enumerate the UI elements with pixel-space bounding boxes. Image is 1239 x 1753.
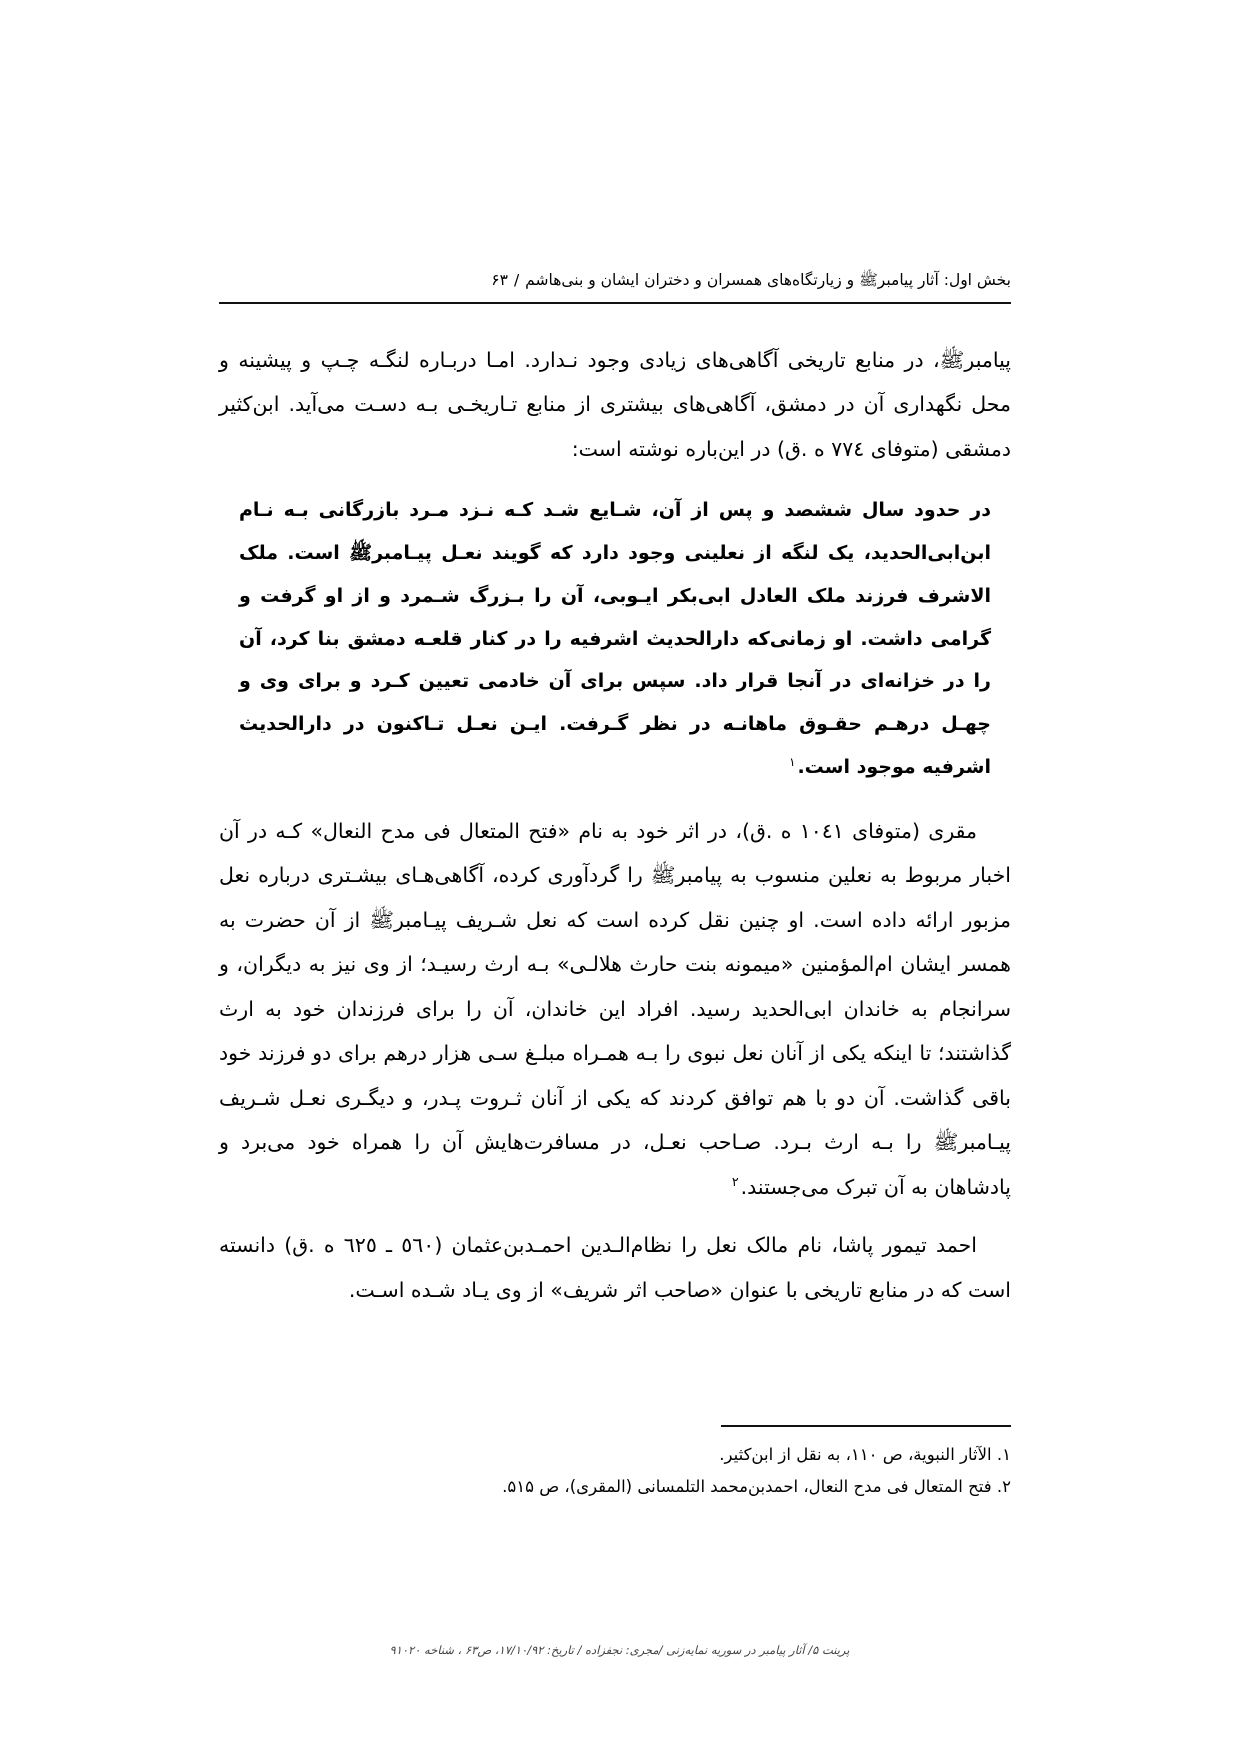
running-head-separator: /: [513, 271, 520, 289]
footnote-list: [219, 1439, 1011, 1503]
footnote-marker-1: ۱: [789, 754, 796, 769]
footnote-marker-2: ۲: [731, 1173, 739, 1189]
footnote-item: ۲. فتح المتعال فی مدح النعال، احمدبن‌محمد التلمسانی (المقری)، ص ۵۱۵.: [502, 1476, 1011, 1496]
header-divider: [219, 302, 1011, 304]
running-head-title: بخش اول: آثار پیامبرﷺ و زیارتگاه‌های همسران و دختران ایشان و بنی‌هاشم: [525, 271, 1011, 289]
paragraph-3: احمد تیمور پاشا، نام مالک نعل را نظام‌الـدین احمـدبن‌عثمان (٥٦٠ ـ ٦٢٥ ه .ق) دانسته است که در منابع تاریخی با عنوان «صاحب اثر شریف» از وی یـاد شـده اسـت.: [219, 1233, 1011, 1302]
page-number: ۶۳: [491, 271, 508, 289]
paragraph-2: [219, 809, 1011, 1209]
footnote-item: ۱. الآثار النبویة، ص ۱۱۰، به نقل از ابن‌کثیر.: [719, 1444, 1011, 1464]
paragraph-1: پیامبرﷺ، در منابع تاریخی آگاهی‌های زیادی وجود نـدارد. امـا دربـاره لنگـه چـپ و پیشینه و محل نگهداری آن در دمشق، آگاهی‌های بیشتری از منابع تـاریخـی بـه دسـت می‌آید. ابن‌کثیر دمشقی (متوفای ٧٧٤ ه .ق) در این‌باره نوشته است:: [219, 348, 1011, 461]
running-head: [219, 270, 1011, 302]
footnotes-section: [219, 1425, 1011, 1503]
print-production-strip: پرینت ۵/ آثار پیامبر در سوریه نمایه‌زنی /مجری: نجفزاده / تاریخ: ۱۷/۱۰/۹۲، ص۶۳ ، شناخه ۹۱۰۲۰: [389, 1643, 850, 1657]
block-quote-1: [239, 489, 991, 788]
block-quote-1-text: در حدود سال ششصد و پس از آن، شـایع شـد کـه نـزد مـرد بازرگانی بـه نـام ابن‌ابی‌الحدید، یک لنگه از نعلینی وجود دارد که گویند نعـل پیـامبرﷺ است. ملک الاشرف فرزند ملک العادل ابی‌بکر ایـوبی، آن را بـزرگ شـمرد و از او گرفت و گرامی داشت. او زمانی‌که دارالحدیث اشرفیه را در کنار قلعـه دمشق بنا کرد، آن را در خزانه‌ای در آنجا قرار داد. سپس برای آن خادمی تعیین کـرد و برای وی و چهـل درهـم حقـوق ماهانـه در نظر گـرفت. ایـن نعـل تـاکنون در دارالحدیث اشرفیه موجود است.: [239, 499, 991, 778]
footnote-divider: [721, 1425, 1011, 1427]
page-content: [219, 270, 1011, 1326]
paragraph-2-text: مقری (متوفای ١٠٤١ ه .ق)، در اثر خود به نام «فتح المتعال فی مدح النعال» کـه در آن اخبار مربوط به نعلین منسوب به پیامبرﷺ را گردآوری کرده، آگاهی‌هـای بیشـتری درباره نعل مزبور ارائه داده است. او چنین نقل کرده است که نعل شـریف پیـامبرﷺ از آن حضرت به همسر ایشان ام‌المؤمنین «میمونه بنت حارث هلالـی» بـه ارث رسیـد؛ از وی نیز به دیگران، و سرانجام به خاندان ابی‌الحدید رسید. افراد این خاندان، آن را برای فرزندان خود به ارث گذاشتند؛ تا اینکه یکی از آنان نعل نبوی را بـه همـراه مبلـغ سـی هزار درهم برای دو فرزند خود باقی گذاشت. آن دو با هم توافق کردند که یکی از آنان ثـروت پـدر، و دیگـری نعـل شـریف پیـامبرﷺ را بـه ارث بـرد. صـاحب نعـل، در مسافرت‌هایش آن را همراه خود می‌برد و پادشاهان به آن تبرک می‌جستند.: [219, 818, 1011, 1199]
